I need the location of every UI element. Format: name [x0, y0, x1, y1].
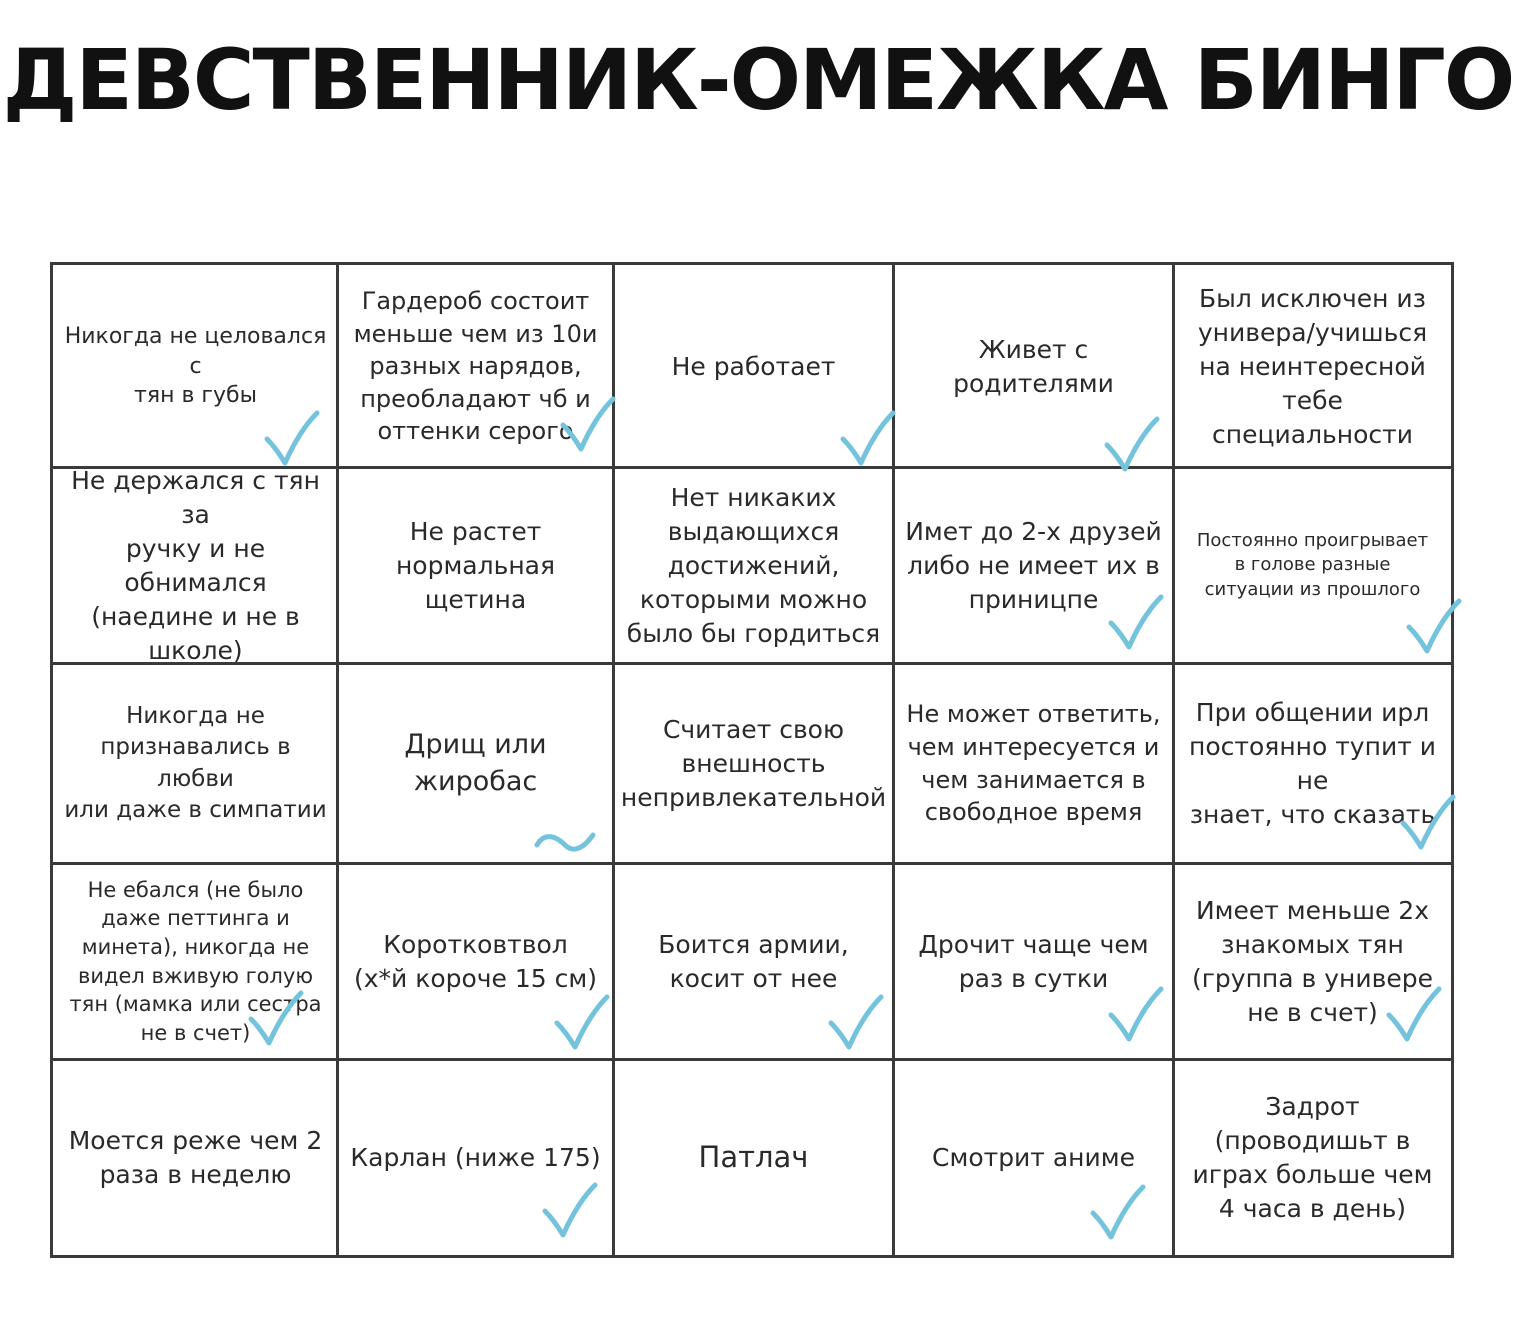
bingo-cell[interactable]: [895, 865, 1172, 1058]
checkmark-icon: [551, 993, 611, 1053]
checkmark-icon: [1087, 1183, 1147, 1243]
bingo-cell[interactable]: [1175, 665, 1450, 862]
bingo-cell[interactable]: [895, 1061, 1172, 1254]
bingo-cell[interactable]: [615, 469, 892, 662]
bingo-cell[interactable]: [615, 267, 892, 466]
bingo-cell-text: Имеет меньше 2х знакомых тян (группа в универе не в счет): [1192, 895, 1433, 1027]
bingo-cell[interactable]: [1175, 865, 1450, 1058]
bingo-cell-text: Живет с родителями: [953, 334, 1114, 398]
checkmark-icon: [557, 395, 617, 455]
checkmark-icon: [1397, 793, 1457, 853]
checkmark-icon: [825, 993, 885, 1053]
bingo-cell[interactable]: [55, 865, 336, 1058]
bingo-cell-text: При общении ирл постоянно тупит и не знает, что сказать: [1189, 697, 1436, 829]
bingo-cell[interactable]: [339, 469, 612, 662]
bingo-cell[interactable]: [1175, 1061, 1450, 1254]
bingo-cell-text: Не может ответить, чем интересуется и чем занимается в свободное время: [906, 700, 1161, 827]
checkmark-icon: [1105, 593, 1165, 653]
bingo-cell-text: Не держался с тян за ручку и не обнимался (наедине и не в школе): [71, 465, 320, 665]
bingo-cell[interactable]: [55, 267, 336, 466]
bingo-cell[interactable]: [1175, 469, 1450, 662]
bingo-cell-text: Боится армии, косит от нее: [658, 929, 849, 993]
checkmark-icon: [245, 989, 305, 1049]
bingo-cell-text: Имет до 2-х друзей либо не имеет их в приницпе: [905, 516, 1162, 614]
checkmark-icon: [1101, 415, 1161, 475]
bingo-cell[interactable]: [339, 267, 612, 466]
bingo-cell[interactable]: [895, 469, 1172, 662]
bingo-cell-text: Никогда не признавались в любви или даже в симпатии: [64, 702, 327, 823]
checkmark-icon: [261, 409, 321, 469]
bingo-cell[interactable]: [615, 1061, 892, 1254]
bingo-cell[interactable]: [55, 665, 336, 862]
checkmark-icon: [1383, 985, 1443, 1045]
bingo-cell[interactable]: [615, 865, 892, 1058]
bingo-cell-text: Постоянно проигрывает в голове разные ситуации из прошлого: [1196, 529, 1429, 600]
bingo-cell-text: Задрот (проводишьт в играх больше чем 4 часа в день): [1192, 1091, 1433, 1223]
bingo-cell-text: Дрищ или жиробас: [404, 728, 547, 797]
checkmark-icon: [837, 409, 897, 469]
bingo-cell[interactable]: [339, 665, 612, 862]
bingo-cell[interactable]: [895, 267, 1172, 466]
bingo-cell-text: Карлан (ниже 175): [350, 1142, 601, 1172]
checkmark-icon: [539, 1181, 599, 1241]
bingo-cell-text: Не растет нормальная щетина: [395, 516, 556, 614]
checkmark-icon: [1403, 597, 1463, 657]
bingo-cell-text: Гардероб состоит меньше чем из 10и разных нарядов, преобладают чб и оттенки серого: [353, 286, 598, 446]
bingo-cell-text: Моется реже чем 2 раза в неделю: [68, 1125, 323, 1189]
bingo-cell-text: Не ебался (не было даже петтинга и минета), никогда не видел вживую голую тян (мамка или сестра не в счет): [69, 877, 322, 1045]
bingo-cell[interactable]: [895, 665, 1172, 862]
bingo-cell-text: Не работает: [671, 351, 836, 381]
bingo-cell[interactable]: [339, 865, 612, 1058]
bingo-cell-text: Смотрит аниме: [932, 1142, 1135, 1172]
bingo-cell-text: Считает свою внешность непривлекательной: [620, 714, 887, 812]
tilde-mark-icon: [535, 805, 595, 865]
checkmark-icon: [1105, 985, 1165, 1045]
bingo-cell-text: Дрочит чаще чем раз в сутки: [918, 929, 1149, 993]
bingo-cell[interactable]: [55, 1061, 336, 1254]
bingo-cell-text: Нет никаких выдающихся достижений, которыми можно было бы гордиться: [626, 482, 881, 648]
bingo-cell[interactable]: [1175, 267, 1450, 466]
bingo-grid: [50, 262, 1454, 1258]
bingo-cell[interactable]: [615, 665, 892, 862]
bingo-cell-text: Был исключен из универа/учишься на неинтересной тебе специальности: [1197, 283, 1428, 449]
page-title: ДЕВСТВЕННИК-ОМЕЖКА БИНГО: [2, 31, 1514, 129]
bingo-cell-text: Коротковтвол (х*й короче 15 см): [353, 929, 598, 993]
bingo-cell[interactable]: [339, 1061, 612, 1254]
bingo-cell[interactable]: [55, 465, 336, 665]
bingo-cell-text: Никогда не целовался с тян в губы: [64, 323, 327, 409]
bingo-cell-text: Патлач: [698, 1139, 809, 1174]
